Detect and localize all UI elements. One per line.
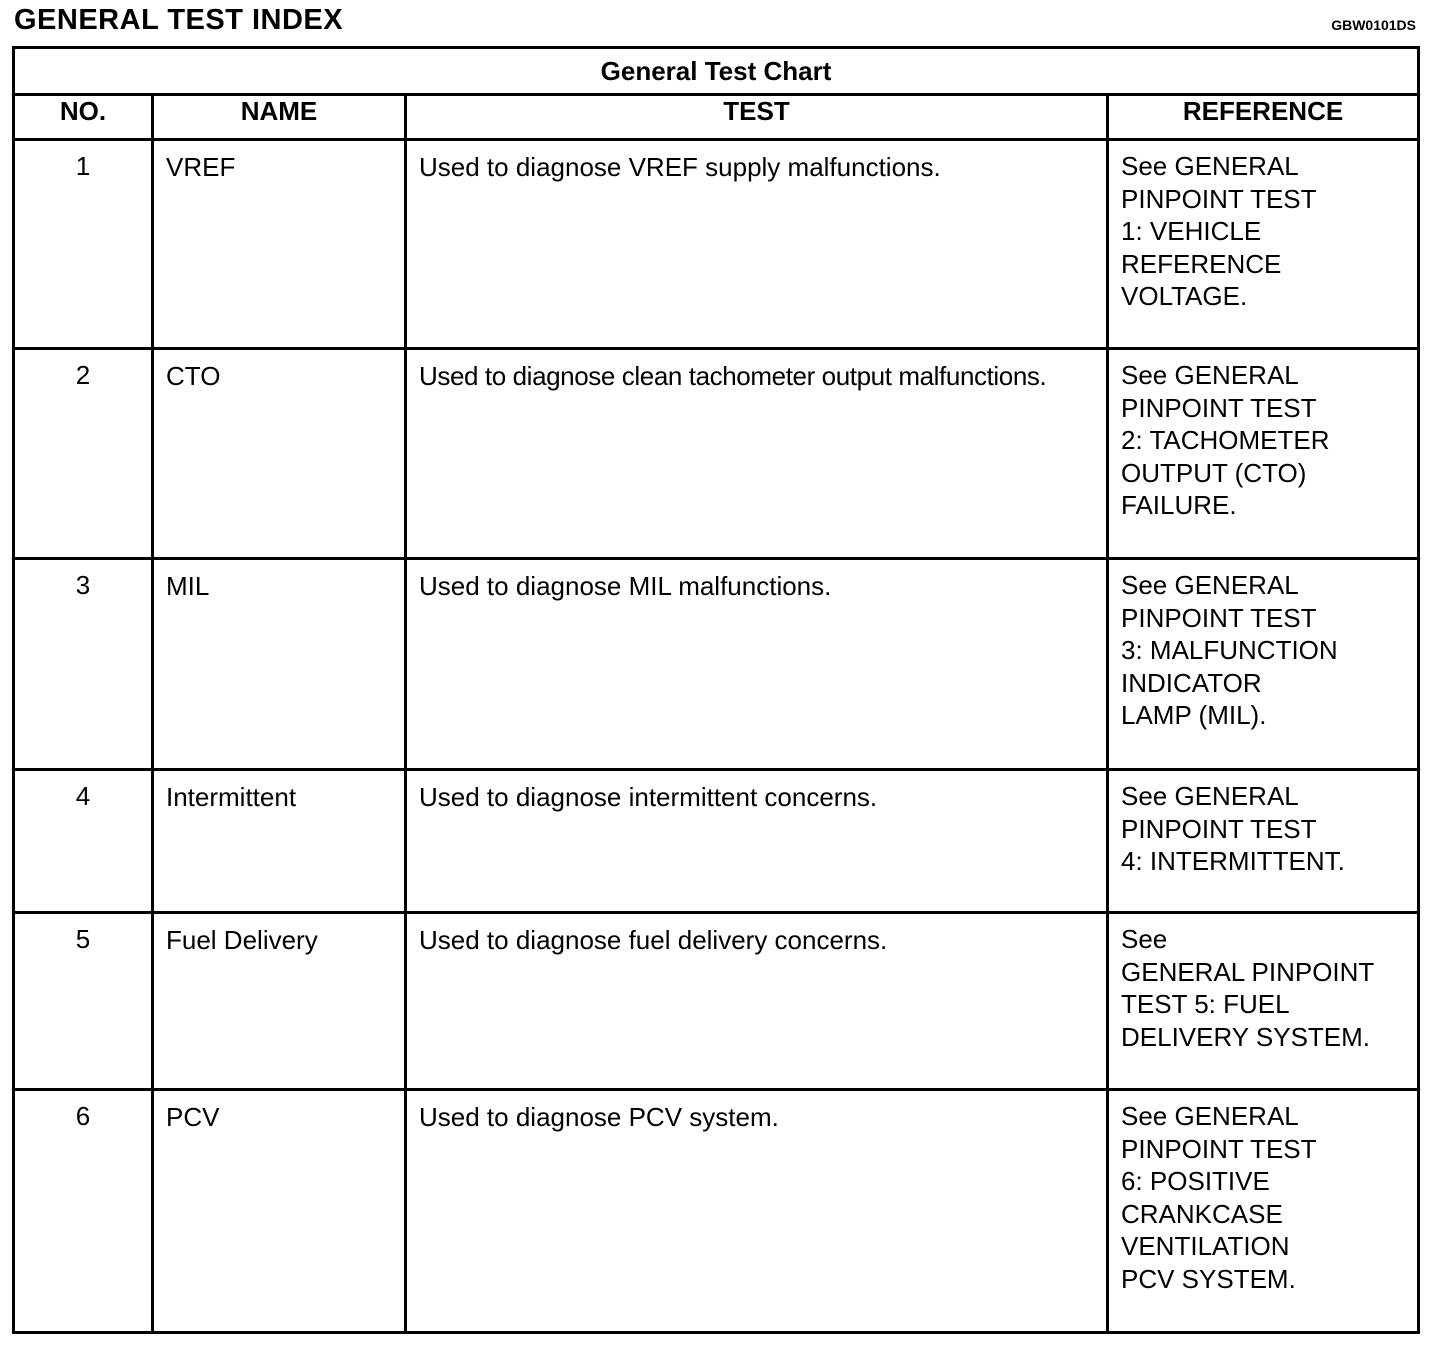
- table-row: [14, 140, 1419, 349]
- table-row: [14, 1090, 1419, 1333]
- row-test: Used to diagnose PCV system.: [406, 1090, 1108, 1333]
- table-row: [14, 770, 1419, 913]
- row-number: 6: [14, 1090, 153, 1333]
- row-number: 3: [14, 559, 153, 770]
- row-name: Fuel Delivery: [153, 913, 406, 1090]
- row-reference: See GENERAL PINPOINT TEST 1: VEHICLE REFERENCE VOLTAGE.: [1108, 140, 1419, 349]
- row-test: Used to diagnose clean tachometer output malfunctions.: [406, 349, 1108, 559]
- column-header-no: NO.: [14, 95, 153, 140]
- document-code: GBW0101DS: [1331, 17, 1416, 33]
- row-name: PCV: [153, 1090, 406, 1333]
- row-number: 5: [14, 913, 153, 1090]
- row-reference: See GENERAL PINPOINT TEST 4: INTERMITTENT.: [1108, 770, 1419, 913]
- row-reference: See GENERAL PINPOINT TEST 3: MALFUNCTION INDICATOR LAMP (MIL).: [1108, 559, 1419, 770]
- column-header-reference: REFERENCE: [1108, 95, 1419, 140]
- row-test: Used to diagnose MIL malfunctions.: [406, 559, 1108, 770]
- page-title: GENERAL TEST INDEX: [14, 4, 344, 36]
- table-row: [14, 559, 1419, 770]
- row-name: CTO: [153, 349, 406, 559]
- row-number: 1: [14, 140, 153, 349]
- table-header-row: [14, 95, 1419, 140]
- row-name: MIL: [153, 559, 406, 770]
- row-number: 4: [14, 770, 153, 913]
- row-reference: See GENERAL PINPOINT TEST 6: POSITIVE CRANKCASE VENTILATION PCV SYSTEM.: [1108, 1090, 1419, 1333]
- row-number: 2: [14, 349, 153, 559]
- row-test: Used to diagnose fuel delivery concerns.: [406, 913, 1108, 1090]
- general-test-chart: [12, 46, 1420, 1334]
- row-name: Intermittent: [153, 770, 406, 913]
- row-name: VREF: [153, 140, 406, 349]
- table-row: [14, 913, 1419, 1090]
- table-row: [14, 349, 1419, 559]
- column-header-name: NAME: [153, 95, 406, 140]
- row-reference: See GENERAL PINPOINT TEST 5: FUEL DELIVERY SYSTEM.: [1108, 913, 1419, 1090]
- table-caption: General Test Chart: [14, 48, 1419, 95]
- row-test: Used to diagnose intermittent concerns.: [406, 770, 1108, 913]
- column-header-test: TEST: [406, 95, 1108, 140]
- row-reference: See GENERAL PINPOINT TEST 2: TACHOMETER OUTPUT (CTO) FAILURE.: [1108, 349, 1419, 559]
- row-test: Used to diagnose VREF supply malfunctions.: [406, 140, 1108, 349]
